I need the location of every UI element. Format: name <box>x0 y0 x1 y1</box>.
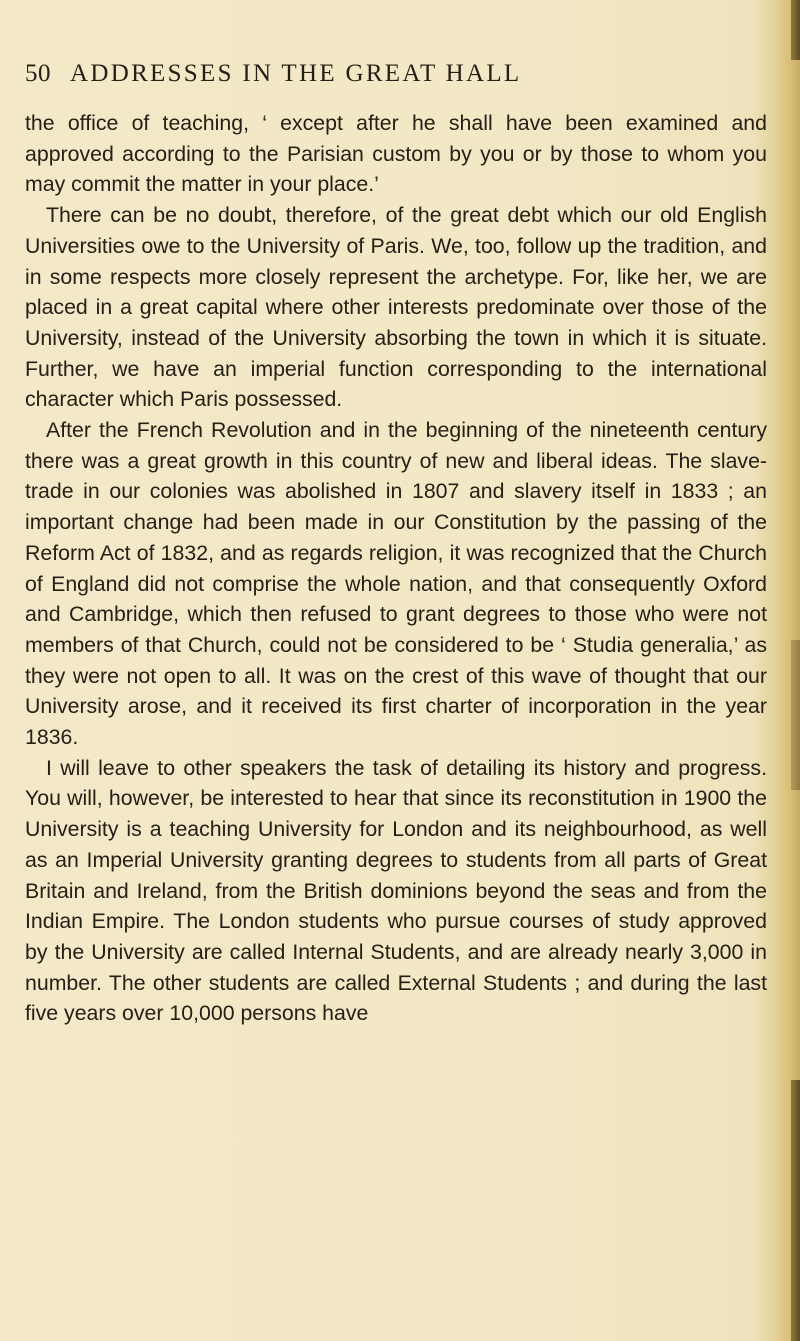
body-text <box>25 108 767 1029</box>
paragraph: the office of teaching, ‘ except after he shall have been examined and approved according to the Parisian custom by you or by those to whom you may commit the matter in your place.’ <box>25 111 767 197</box>
paragraph: After the French Revolution and in the beginning of the nineteenth century there was a great growth in this country of new and liberal ideas. The slave-trade in our colonies was abolished in 1807 and slavery itself in 1833 ; an important change had been made in our Constitution by the passing of the Reform Act of 1832, and as regards religion, it was recognized that the Church of England did not comprise the whole nation, and that consequently Oxford and Cambridge, which then refused to grant degrees to those who were not members of that Church, could not be considered to be ‘ Studia generalia,’ as they were not open to all. It was on the crest of this wave of thought that our University arose, and it received its first charter of incorporation in the year 1836. <box>25 418 767 750</box>
page-edge-shadow <box>791 640 800 790</box>
page-edge-shadow <box>791 0 800 60</box>
running-head <box>0 60 800 96</box>
page-number: 50 <box>25 60 51 87</box>
paragraph: There can be no doubt, therefore, of the great debt which our old English Universities owe to the University of Paris. We, too, follow up the tradition, and in some respects more closely represent the archetype. For, like her, we are placed in a great capital where other interests predominate over those of the University, instead of the University absorbing the town in which it is situate. Further, we have an imperial function corresponding to the international character which Paris possessed. <box>25 203 767 412</box>
page-edge-shadow <box>791 1080 800 1341</box>
paragraph: I will leave to other speakers the task of detailing its history and progress. You will, however, be interested to hear that since its reconstitution in 1900 the University is a teaching University for London and its neighbourhood, as well as an Imperial University granting degrees to students from all parts of Great Britain and Ireland, from the British dominions beyond the seas and from the Indian Empire. The London students who pursue courses of study approved by the University are called Internal Students, and are already nearly 3,000 in number. The other students are called External Students ; and during the last five years over 10,000 persons have <box>25 755 767 1026</box>
running-head-title: ADDRESSES IN THE GREAT HALL <box>70 60 522 87</box>
